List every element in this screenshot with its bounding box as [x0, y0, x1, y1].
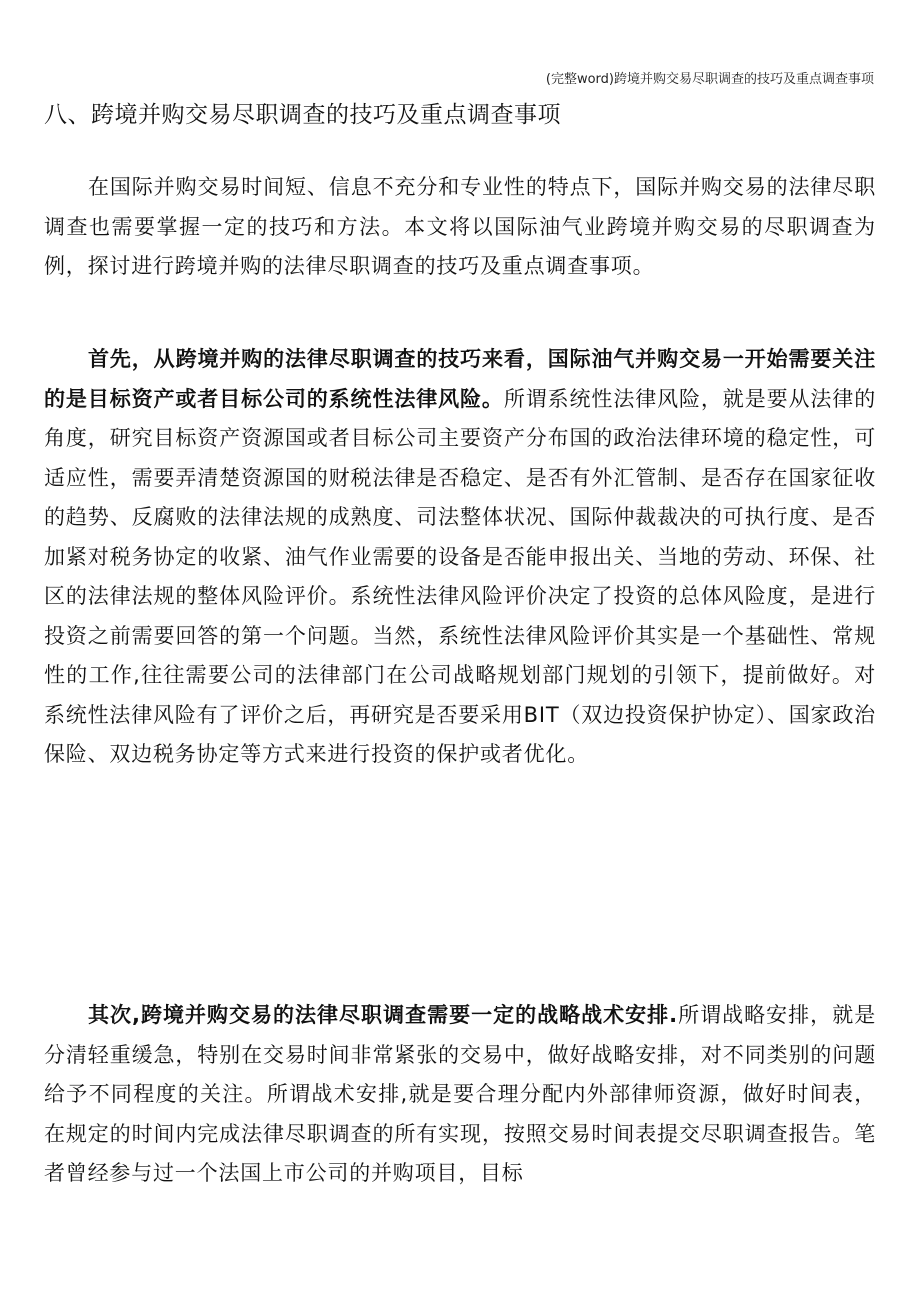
paragraph-first-point-lead: 首先，从跨境并购的法律尽职调查的技巧来看，国际油气并购交易一开始需要关注的是目标资产或者目标公司的系统性法律风险。 [44, 347, 876, 411]
section-title: 八、跨境并购交易尽职调查的技巧及重点调查事项 [44, 102, 561, 128]
paragraph-first-point-text: 所谓系统性法律风险，就是要从法律的角度，研究目标资产资源国或者目标公司主要资产分布国的政治法律环境的稳定性，可适应性，需要弄清楚资源国的财税法律是否稳定、是否有外汇管制、是否存在国家征收的趋势、反腐败的法律法规的成熟度、司法整体状况、国际仲裁裁决的可执行度、是否加紧对税务协定的收紧、油气作业需要的设备是否能申报出关、当地的劳动、环保、社区的法律法规的整体风险评价。系统性法律风险评价决定了投资的总体风险度，是进行投资之前需要回答的第一个问题。当然，系统性法律风险评价其实是一个基础性、常规性的工作,往往需要公司的法律部门在公司战略规划部门规划的引领下，提前做好。对系统性法律风险有了评价之后，再研究是否要采用BIT（双边投资保护协定）、国家政治保险、双边税务协定等方式来进行投资的保护或者优化。 [44, 386, 876, 766]
paragraph-second-point-text: 所谓战略安排，就是分清轻重缓急，特别在交易时间非常紧张的交易中，做好战略安排，对不同类别的问题给予不同程度的关注。所谓战术安排,就是要合理分配内外部律师资源，做好时间表，在规定的时间内完成法律尽职调查的所有实现，按照交易时间表提交尽职调查报告。笔者曾经参与过一个法国上市公司的并购项目，目标 [44, 1003, 876, 1185]
paragraph-first-point [44, 340, 876, 775]
paragraph-second-point-lead: 其次,跨境并购交易的法律尽职调查需要一定的战略战术安排. [88, 1003, 678, 1027]
running-header: (完整word)跨境并购交易尽职调查的技巧及重点调查事项 [545, 72, 874, 87]
paragraph-intro-text: 在国际并购交易时间短、信息不充分和专业性的特点下，国际并购交易的法律尽职调查也需要掌握一定的技巧和方法。本文将以国际油气业跨境并购交易的尽职调查为例，探讨进行跨境并购的法律尽职调查的技巧及重点调查事项。 [44, 175, 876, 278]
paragraph-second-point [44, 996, 876, 1194]
paragraph-intro [44, 168, 876, 287]
